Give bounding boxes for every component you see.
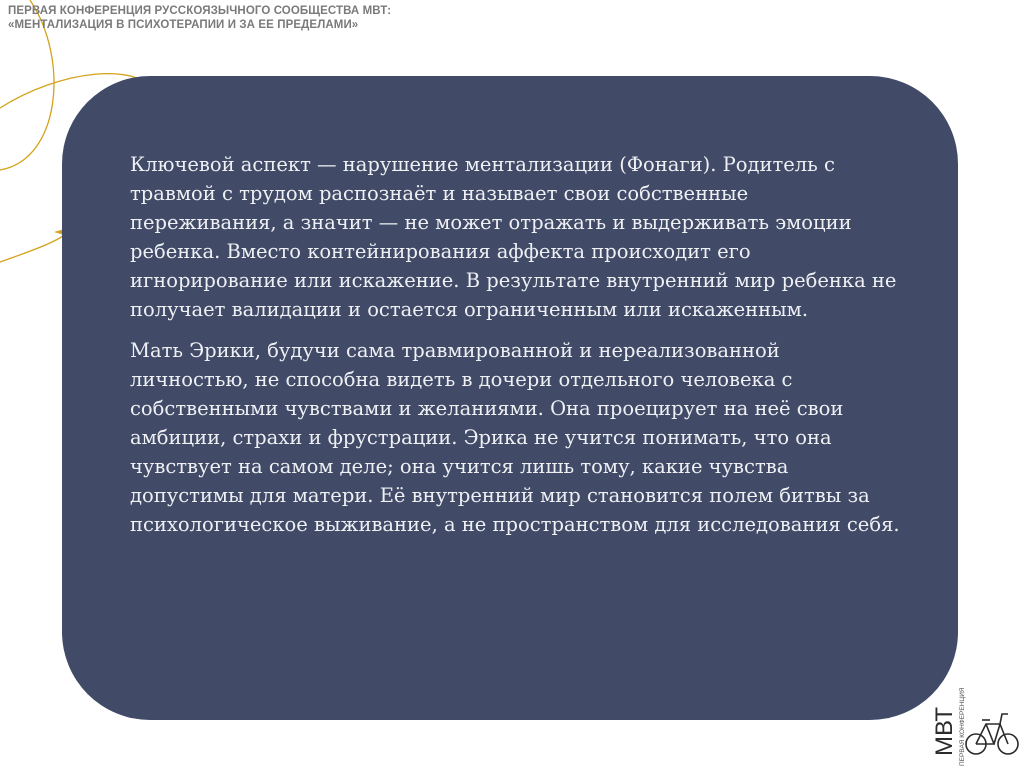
paragraph-2: Мать Эрики, будучи сама травмированной и нереализованной личностью, не способна видеть в дочери отдельного человека с собственными чувствами и желаниями. Она проецирует на неё свои амбиции, страхи и фрустрации. Эрика не учится понимать, что она чувствует на самом деле; она учится лишь тому, какие чувства допустимы для матери. Её внутренний мир становится полем битвы за психологическое выживание, а не пространством для исследования себя. [130,339,900,536]
bicycle-icon [966,714,1018,754]
logo-text: МВТ [931,706,958,756]
conference-header [8,4,528,32]
header-line-2: «МЕНТАЛИЗАЦИЯ В ПСИХОТЕРАПИИ И ЗА ЕЕ ПРЕДЕЛАМИ» [8,19,359,31]
logo-caption: ПЕРВАЯ КОНФЕРЕНЦИЯ [959,687,966,766]
header-line-1: ПЕРВАЯ КОНФЕРЕНЦИЯ РУССКОЯЗЫЧНОГО СООБЩЕСТВА МВТ: [8,5,392,17]
paragraph-1: Ключевой аспект — нарушение ментализации (Фонаги). Родитель с травмой с трудом распознаёт и называет свои собственные переживания, а значит — не может отражать и выдерживать эмоции ребенка. Вместо контейнирования аффекта происходит его игнорирование или искажение. В результате внутренний мир ребенка не получает валидации и остается ограниченным или искаженным. [130,153,897,321]
content-text [130,150,900,539]
mbt-logo [930,686,1024,767]
